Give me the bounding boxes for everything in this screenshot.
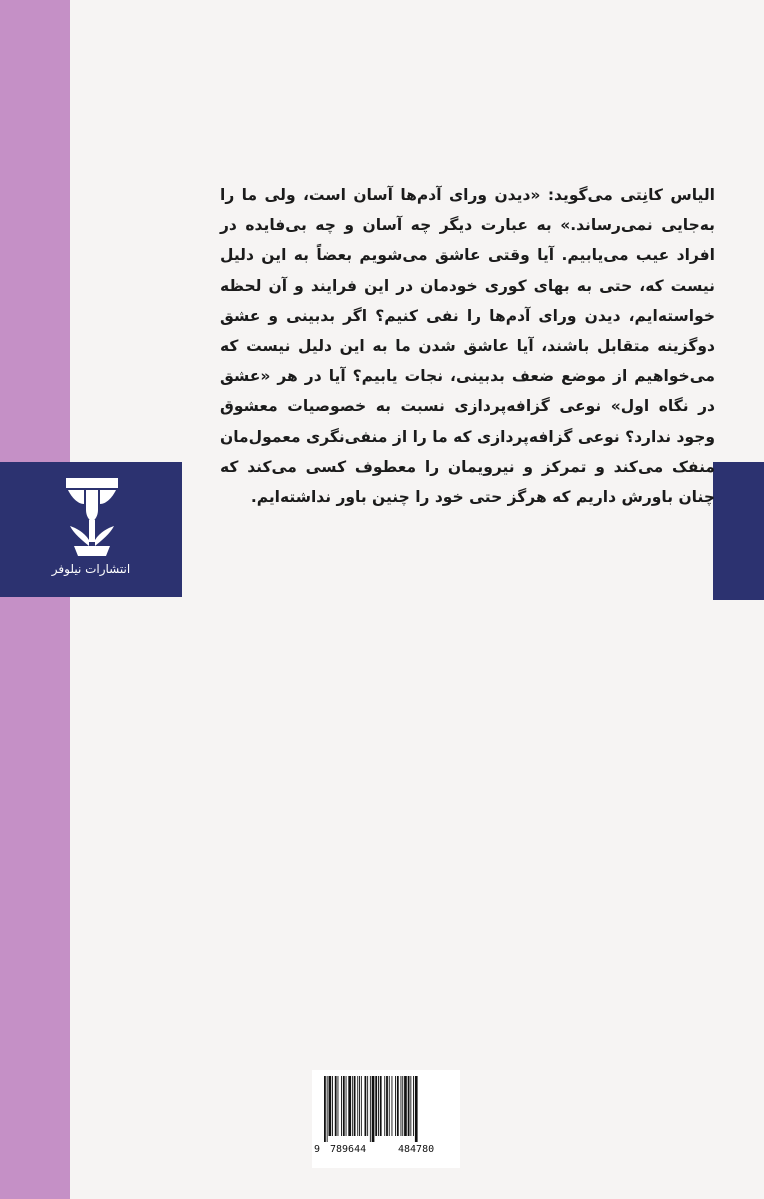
lotus-emblem-icon bbox=[64, 476, 120, 560]
barcode-bar bbox=[338, 1076, 339, 1136]
barcode-bar bbox=[415, 1076, 418, 1142]
barcode-bar bbox=[335, 1076, 337, 1136]
barcode-bar bbox=[341, 1076, 342, 1136]
isbn-digits bbox=[314, 1144, 458, 1160]
barcode-bar bbox=[343, 1076, 345, 1136]
barcode-bar bbox=[372, 1076, 375, 1142]
isbn-right-group: 484780 bbox=[398, 1144, 435, 1155]
barcode-bar bbox=[410, 1076, 411, 1136]
barcode-bar bbox=[329, 1076, 332, 1136]
barcode-bar bbox=[402, 1076, 403, 1136]
barcode-bar bbox=[354, 1076, 356, 1136]
barcode-bar bbox=[348, 1076, 351, 1136]
barcode-bar bbox=[395, 1076, 396, 1136]
barcode-bar bbox=[359, 1076, 360, 1136]
publisher-logo-block bbox=[0, 462, 182, 597]
barcode-bar bbox=[378, 1076, 379, 1136]
barcode-bar bbox=[365, 1076, 367, 1136]
barcode-bar bbox=[370, 1076, 371, 1142]
barcode-bar bbox=[361, 1076, 362, 1136]
isbn-left-group: 789644 bbox=[330, 1144, 367, 1155]
barcode-bar bbox=[401, 1076, 402, 1136]
barcode-bar bbox=[367, 1076, 368, 1136]
barcode-bar bbox=[413, 1076, 414, 1136]
barcode-bar bbox=[332, 1076, 333, 1136]
barcode-bar bbox=[324, 1076, 326, 1142]
barcode-bar bbox=[397, 1076, 399, 1136]
publisher-name: انتشارات نیلوفر bbox=[51, 562, 131, 576]
barcode-bar bbox=[392, 1076, 393, 1136]
barcode-bar bbox=[386, 1076, 388, 1136]
back-cover-blurb: الیاس کانِتی می‌گوید: «دیدن ورای آدم‌ها آسان است، ولی ما را به‌جایی نمی‌رساند.» به عبارت دیگر چه آسان و چه بی‌فایده در افراد عیب می‌یابیم. آیا وقتی عاشق می‌شویم بعضاً به این دلیل نیست که، حتی به بهای کوری خودمان در این فرایند و آن لحظه خواسته‌ایم، دیدن ورای آدم‌ها را نفی کنیم؟ اگر بدبینی و عشق دوگزینه متقابل باشند، آیا عاشق شدن ما به این دلیل نیست که می‌خواهیم از موضع ضعف بدبینی، نجات یابیم؟ آیا در هر «عشق در نگاه اول» نوعی گزافه‌پردازی نسبت به خصوصیات معشوق وجود ندارد؟ نوعی گزافه‌پردازی که ما را از منفی‌نگری معمول‌مان منفک می‌کند و تمرکز و نیرویمان را معطوف کسی می‌کند که چنان باورش داریم که هرگز حتی خود را چنین باور نداشته‌ایم. bbox=[220, 186, 715, 507]
barcode-bar bbox=[408, 1076, 410, 1136]
lilac-side-stripe bbox=[0, 0, 70, 1199]
barcode-bar bbox=[327, 1076, 328, 1142]
barcode-bar bbox=[352, 1076, 353, 1136]
barcode-bar bbox=[389, 1076, 390, 1136]
navy-edge-block bbox=[713, 462, 764, 600]
isbn-barcode bbox=[312, 1070, 460, 1168]
barcode-bar bbox=[384, 1076, 385, 1136]
barcode-bar bbox=[375, 1076, 377, 1136]
barcode-bars bbox=[316, 1076, 456, 1142]
barcode-bar bbox=[357, 1076, 358, 1136]
isbn-first-digit: 9 bbox=[314, 1144, 321, 1155]
barcode-bar bbox=[380, 1076, 382, 1136]
barcode-bar bbox=[346, 1076, 347, 1136]
barcode-bar bbox=[404, 1076, 407, 1136]
